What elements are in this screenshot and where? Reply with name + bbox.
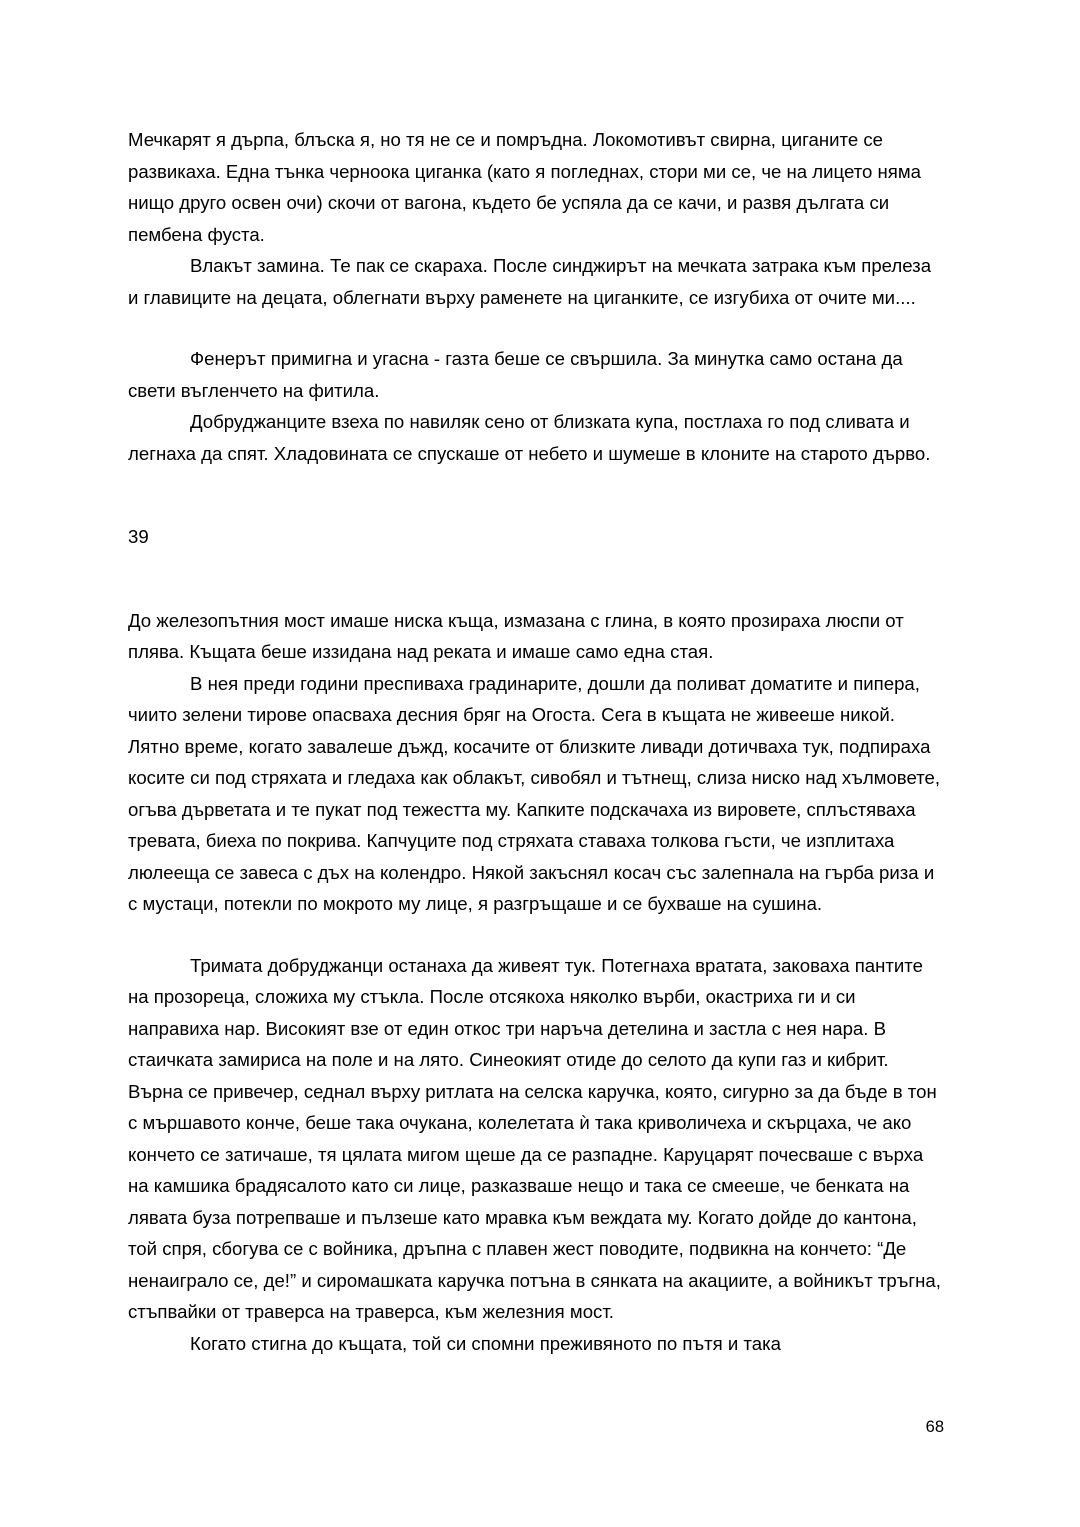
section-spacer [128, 553, 944, 605]
paragraph: Тримата добруджанци останаха да живеят тук. Потегнаха вратата, заковаха пантите на прозореца, сложиха му стъкла. После отсякоха няколко върби, окастриха ги и си направиха нар. Високият взе от един откос три наръча детелина и застла с нея нара. В стаичката замириса на поле и на лято. Синеокият отиде до селото да купи газ и кибрит. Върна се привечер, седнал върху ритлата на селска каручка, която, сигурно за да бъде в тон с мършавото конче, беше така очукана, колелетата ѝ така криволичеха и скърцаха, че ако кончето се затичаше, тя цялата мигом щеше да се разпадне. Каруцарят почесваше с върха на камшика брадясалото като си лице, разказваше нещо и така се смееше, че бенката на лявата буза потрепваше и пълзеше като мравка към веждата му. Когато дойде до кантона, той спря, сбогува се с войника, дръпна с плавен жест поводите, подвикна на кончето: “Де ненаиграло се, де!” и сиромашката каручка потъна в сянката на акациите, а войникът тръгна, стъпвайки от траверса на траверса, към железния мост. [128, 954, 941, 1322]
paragraph: Влакът замина. Те пак се скараха. После синджирът на мечката затрака към прелеза и главиците на децата, облегнати върху раменете на циганките, се изгубиха от очите ми.... [128, 255, 932, 308]
paragraph: В нея преди години преспиваха градинарите, дошли да поливат доматите и пипера, чиито зелени тирове опасваха десния бряг на Огоста. Сега в къщата не живееше никой. Лятно време, когато завалеше дъжд, косачите от близките ливади дотичваха тук, подпираха косите си под стряхата и гледаха как облакът, сивобял и тътнещ, слиза ниско над хълмовете, огъва дърветата и те пукат под тежестта му. Капките подскачаха из вировете, сплъстяваха тревата, биеха по покрива. Капчуците под стряхата ставаха толкова гъсти, че изплитаха люлееща се завеса с дъх на колендро. Някой закъснял косач със залепнала на гърба риза и с мустаци, потекли по мокрото му лице, я разгръщаше и се бухваше на сушина. [128, 672, 941, 914]
paragraph-spacer [128, 313, 944, 343]
page-footer [128, 1413, 944, 1437]
paragraph: Мечкарят я дърпа, блъска я, но тя не се и помръдна. Локомотивът свирна, циганите се развикаха. Една тънка черноока циганка (като я погледнах, стори ми се, че на лицето няма нищо друго освен очи) скочи от вагона, където бе успяла да се качи, и развя дългата си пембена фуста. [128, 129, 921, 245]
section-number: 39 [128, 526, 149, 547]
paragraph: Фенерът примигна и угасна - газта беше се свършила. За минутка само остана да свети въгленчето на фитила. [128, 348, 903, 401]
paragraph-spacer [128, 920, 944, 950]
page-number: 68 [925, 1418, 944, 1436]
paragraph: До железопътния мост имаше ниска къща, измазана с глина, в която прозираха люспи от плява. Къщата беше иззидана над реката и имаше само една стая. [128, 609, 904, 662]
page-content [128, 124, 944, 1359]
section-spacer [128, 469, 944, 521]
paragraph: Добруджанците взеха по навиляк сено от близката купа, постлаха го под сливата и легнаха да спят. Хладовината се спускаше от небето и шумеше в клоните на старото дърво. [128, 411, 931, 464]
paragraph: Когато стигна до къщата, той си спомни преживяното по пътя и така [190, 1332, 781, 1354]
